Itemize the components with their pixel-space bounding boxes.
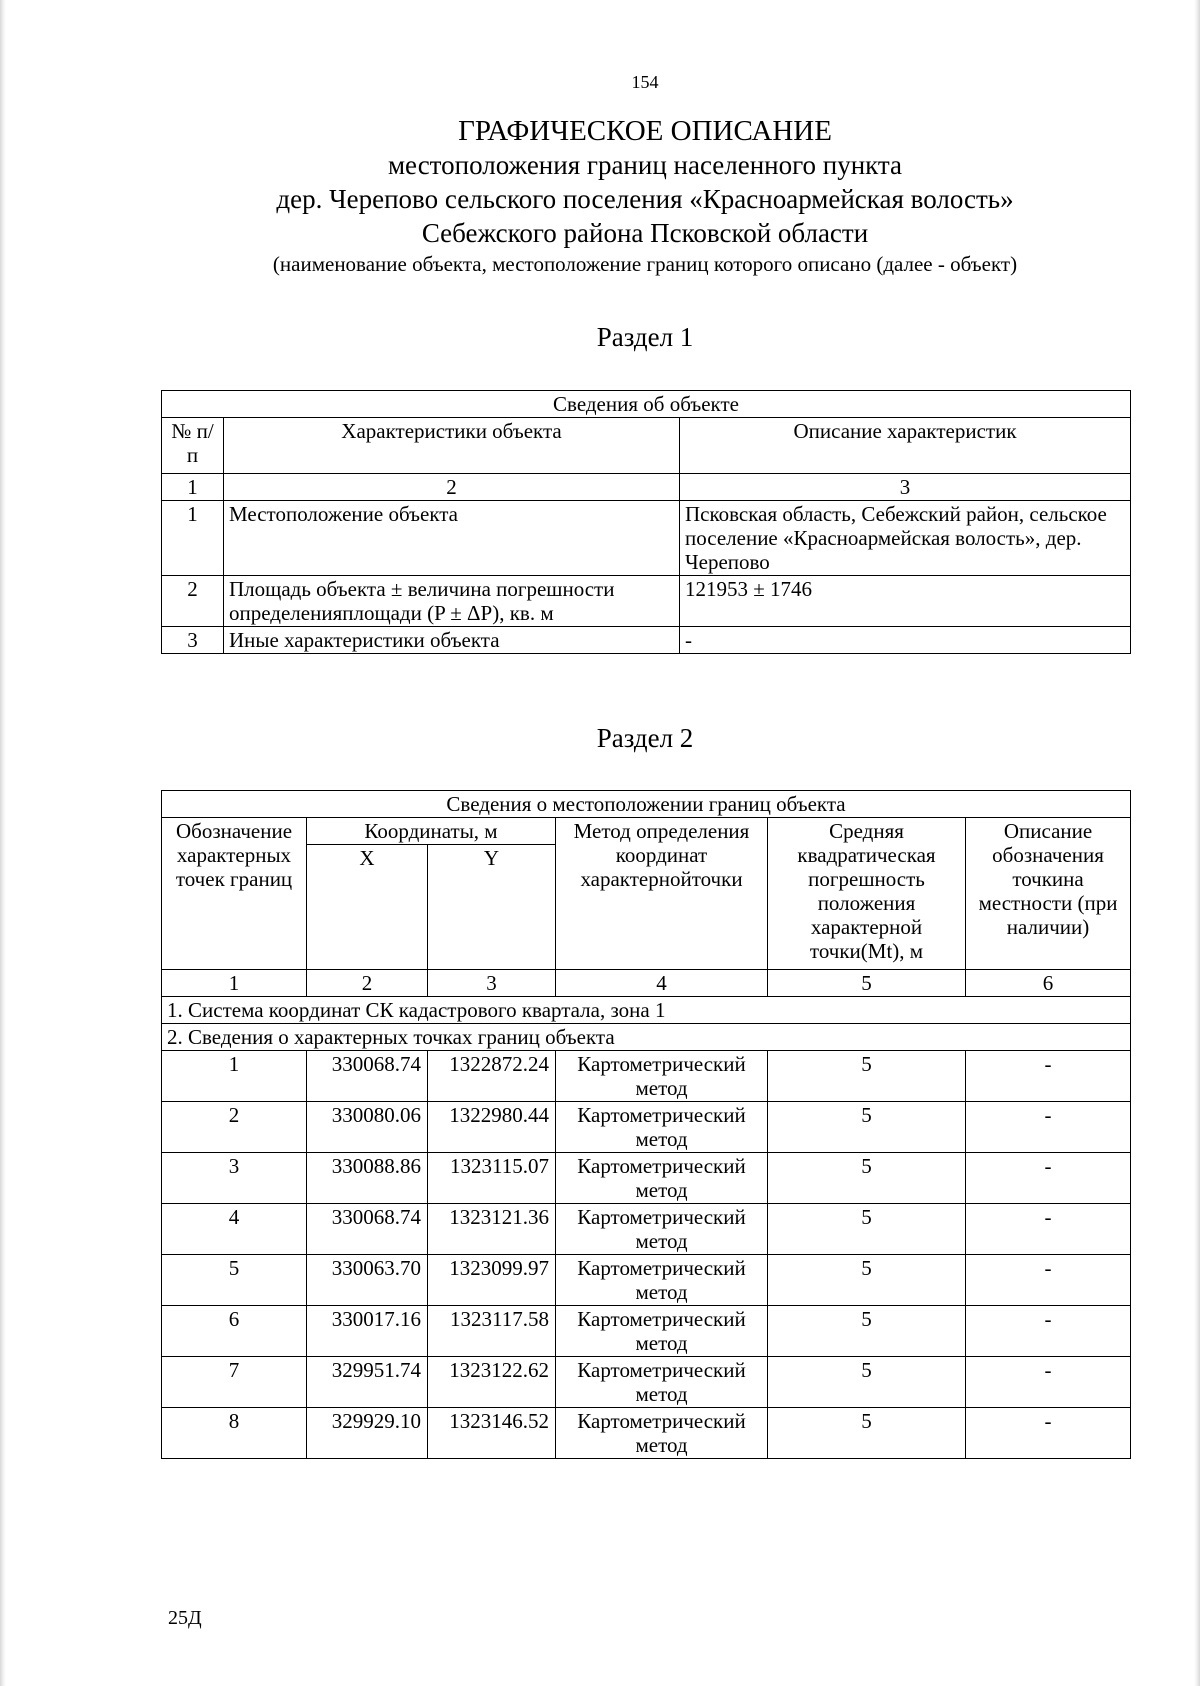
- points-subheader-row: 2. Сведения о характерных точках границ объекта: [162, 1024, 1131, 1051]
- point-id: 6: [162, 1306, 307, 1357]
- column-number: 5: [768, 970, 966, 997]
- column-number: 1: [162, 474, 224, 501]
- point-y: 1322872.24: [428, 1051, 556, 1102]
- document-title: ГРАФИЧЕСКОЕ ОПИСАНИЕ: [458, 115, 832, 147]
- document-subtitle-line: Себежского района Псковской области: [421, 218, 869, 248]
- point-error: 5: [768, 1357, 966, 1408]
- point-id: 1: [162, 1051, 307, 1102]
- row-number: 1: [162, 501, 224, 576]
- point-y: 1323121.36: [428, 1204, 556, 1255]
- table-row: [162, 1357, 1131, 1408]
- column-number: 4: [556, 970, 768, 997]
- point-id: 3: [162, 1153, 307, 1204]
- characteristic-name: Местоположение объекта: [224, 501, 680, 576]
- characteristic-value: -: [680, 627, 1131, 654]
- coordinate-system-row: 1. Система координат СК кадастрового квартала, зона 1: [162, 997, 1131, 1024]
- column-number: 3: [428, 970, 556, 997]
- point-method: Картометрический метод: [556, 1357, 768, 1408]
- column-header: Средняя квадратическая погрешность положения характерной точки(Mt), м: [768, 818, 966, 970]
- point-error: 5: [768, 1306, 966, 1357]
- table-row: [162, 1204, 1131, 1255]
- point-description: -: [966, 1051, 1131, 1102]
- point-x: 330080.06: [307, 1102, 428, 1153]
- point-id: 8: [162, 1408, 307, 1459]
- column-header: Описание характеристик: [680, 418, 1131, 474]
- column-number: 2: [224, 474, 680, 501]
- characteristic-name: Иные характеристики объекта: [224, 627, 680, 654]
- point-y: 1323146.52: [428, 1408, 556, 1459]
- point-x: 329929.10: [307, 1408, 428, 1459]
- point-method: Картометрический метод: [556, 1306, 768, 1357]
- point-error: 5: [768, 1255, 966, 1306]
- point-x: 329951.74: [307, 1357, 428, 1408]
- table-row: [162, 627, 1131, 654]
- point-y: 1323122.62: [428, 1357, 556, 1408]
- point-y: 1323115.07: [428, 1153, 556, 1204]
- point-description: -: [966, 1408, 1131, 1459]
- point-method: Картометрический метод: [556, 1408, 768, 1459]
- point-x: 330088.86: [307, 1153, 428, 1204]
- point-y: 1322980.44: [428, 1102, 556, 1153]
- object-info-table: [161, 390, 1131, 654]
- point-y: 1323099.97: [428, 1255, 556, 1306]
- table-row: [162, 1153, 1131, 1204]
- row-number: 2: [162, 576, 224, 627]
- point-description: -: [966, 1255, 1131, 1306]
- column-header: Метод определения координат характернойточки: [556, 818, 768, 970]
- document-subtitle-line: дер. Черепово сельского поселения «Красноармейская волость»: [276, 184, 1014, 214]
- point-method: Картометрический метод: [556, 1255, 768, 1306]
- footer-code: 25Д: [168, 1607, 202, 1629]
- point-id: 7: [162, 1357, 307, 1408]
- point-y: 1323117.58: [428, 1306, 556, 1357]
- characteristic-name: Площадь объекта ± величина погрешности определенияплощади (P ± ΔP), кв. м: [224, 576, 680, 627]
- column-number: 3: [680, 474, 1131, 501]
- point-x: 330017.16: [307, 1306, 428, 1357]
- point-description: -: [966, 1153, 1131, 1204]
- point-method: Картометрический метод: [556, 1204, 768, 1255]
- table-row: [162, 1255, 1131, 1306]
- table-caption: Сведения об объекте: [162, 391, 1131, 418]
- section-2-title: Раздел 2: [596, 723, 694, 753]
- column-header: № п/п: [162, 418, 224, 474]
- column-header: Характеристики объекта: [224, 418, 680, 474]
- point-id: 2: [162, 1102, 307, 1153]
- point-error: 5: [768, 1153, 966, 1204]
- table-row: [162, 1306, 1131, 1357]
- boundary-points-table: [161, 790, 1131, 1459]
- point-method: Картометрический метод: [556, 1153, 768, 1204]
- characteristic-value: Псковская область, Себежский район, сельское поселение «Красноармейская волость», дер. Черепово: [680, 501, 1131, 576]
- column-number: 6: [966, 970, 1131, 997]
- point-error: 5: [768, 1051, 966, 1102]
- point-id: 5: [162, 1255, 307, 1306]
- characteristic-value: 121953 ± 1746: [680, 576, 1131, 627]
- table-caption: Сведения о местоположении границ объекта: [162, 791, 1131, 818]
- table-row: [162, 501, 1131, 576]
- point-x: 330068.74: [307, 1051, 428, 1102]
- table-row: [162, 1051, 1131, 1102]
- column-number: 2: [307, 970, 428, 997]
- column-header: Обозначение характерных точек границ: [162, 818, 307, 970]
- point-description: -: [966, 1357, 1131, 1408]
- document-subtitle-line: местоположения границ населенного пункта: [387, 150, 903, 180]
- point-error: 5: [768, 1408, 966, 1459]
- point-x: 330068.74: [307, 1204, 428, 1255]
- point-id: 4: [162, 1204, 307, 1255]
- table-row: [162, 1102, 1131, 1153]
- point-x: 330063.70: [307, 1255, 428, 1306]
- point-method: Картометрический метод: [556, 1051, 768, 1102]
- document-header: [0, 114, 1200, 278]
- point-description: -: [966, 1204, 1131, 1255]
- point-description: -: [966, 1306, 1131, 1357]
- point-method: Картометрический метод: [556, 1102, 768, 1153]
- point-description: -: [966, 1102, 1131, 1153]
- section-1-title: Раздел 1: [596, 322, 694, 352]
- table-row: [162, 1408, 1131, 1459]
- table-row: [162, 576, 1131, 627]
- page-number: 154: [631, 72, 659, 92]
- column-number: 1: [162, 970, 307, 997]
- point-error: 5: [768, 1204, 966, 1255]
- column-header: Описание обозначения точкина местности (при наличии): [966, 818, 1131, 970]
- column-header-x: X: [307, 845, 428, 970]
- document-subtitle-note: (наименование объекта, местоположение границ которого описано (далее - объект): [272, 252, 1018, 276]
- column-header-y: Y: [428, 845, 556, 970]
- row-number: 3: [162, 627, 224, 654]
- column-header: Координаты, м: [307, 818, 556, 845]
- point-error: 5: [768, 1102, 966, 1153]
